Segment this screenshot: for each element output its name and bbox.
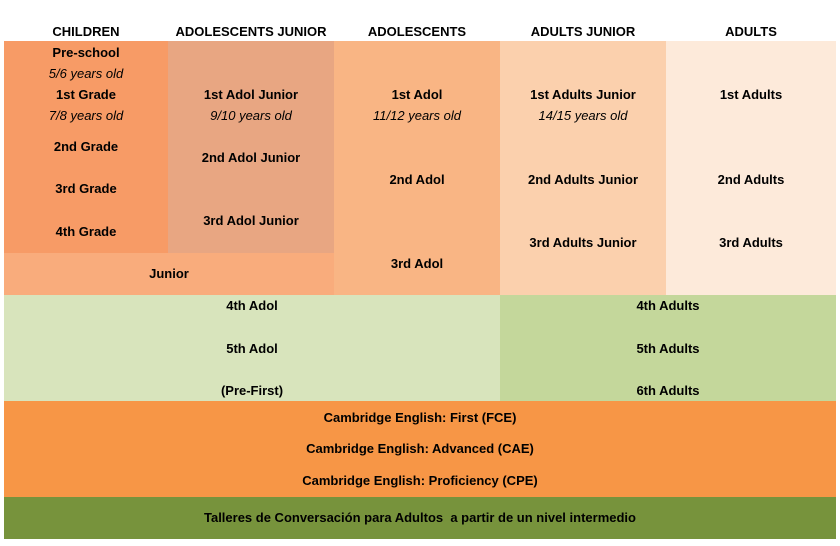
level-2nd-adults: 2nd Adults — [717, 172, 785, 187]
level-3rd-grade: 3rd Grade — [55, 181, 117, 196]
level-5th-adults: 5th Adults — [636, 341, 700, 356]
age-1st-adol: 11/12 years old — [373, 108, 461, 123]
age-1st-adults-junior: 14/15 years old — [538, 108, 628, 123]
level-3rd-adol-junior: 3rd Adol Junior — [203, 213, 299, 228]
level-2nd-adol: 2nd Adol — [389, 172, 445, 187]
adol-junior-cell — [168, 41, 334, 253]
level-4th-grade: 4th Grade — [55, 224, 117, 239]
level-3rd-adults-junior: 3rd Adults Junior — [529, 235, 637, 250]
level-2nd-grade: 2nd Grade — [53, 139, 119, 154]
level-pre-first: (Pre-First) — [220, 383, 284, 398]
talleres-cell — [4, 497, 836, 539]
level-1st-adults: 1st Adults — [719, 87, 783, 102]
age-1st-adol-junior: 9/10 years old — [210, 108, 292, 123]
cambridge-proficiency: Cambridge English: Proficiency (CPE) — [302, 473, 538, 488]
age-preschool: 5/6 years old — [48, 66, 124, 81]
adolescents-cell — [334, 41, 500, 295]
level-2nd-adol-junior: 2nd Adol Junior — [201, 150, 301, 165]
cambridge-first: Cambridge English: First (FCE) — [323, 410, 517, 425]
header-children: CHILDREN — [52, 23, 120, 39]
age-1st-grade: 7/8 years old — [48, 108, 124, 123]
cambridge-cell — [4, 401, 836, 497]
level-1st-adol: 1st Adol — [391, 87, 443, 102]
junior-cell — [4, 253, 334, 295]
adults-junior-cell — [500, 41, 666, 295]
level-1st-adults-junior: 1st Adults Junior — [530, 87, 636, 102]
header-adolescents: ADOLESCENTS — [367, 23, 467, 39]
level-1st-grade: 1st Grade — [56, 87, 116, 102]
level-6th-adults: 6th Adults — [636, 383, 700, 398]
cambridge-advanced: Cambridge English: Advanced (CAE) — [306, 441, 534, 456]
level-2nd-adults-junior: 2nd Adults Junior — [527, 172, 639, 187]
header-adolescents-junior: ADOLESCENTS JUNIOR — [175, 23, 327, 39]
level-1st-adol-junior: 1st Adol Junior — [203, 87, 299, 102]
header-adults-junior: ADULTS JUNIOR — [530, 23, 636, 39]
level-preschool: Pre-school — [52, 45, 120, 60]
level-3rd-adults: 3rd Adults — [719, 235, 783, 250]
level-4th-adults: 4th Adults — [636, 298, 700, 313]
level-5th-adol: 5th Adol — [226, 341, 278, 356]
children-cell — [4, 41, 168, 253]
level-3rd-adol: 3rd Adol — [390, 256, 444, 271]
header-adults: ADULTS — [725, 23, 777, 39]
level-junior: Junior — [149, 266, 189, 281]
level-4th-adol: 4th Adol — [226, 298, 278, 313]
talleres-label: Talleres de Conversación para Adultos a partir de un nivel intermedio — [203, 510, 636, 525]
advanced-adults-cell — [500, 295, 836, 401]
advanced-adol-cell — [4, 295, 500, 401]
adults-cell — [666, 41, 836, 295]
